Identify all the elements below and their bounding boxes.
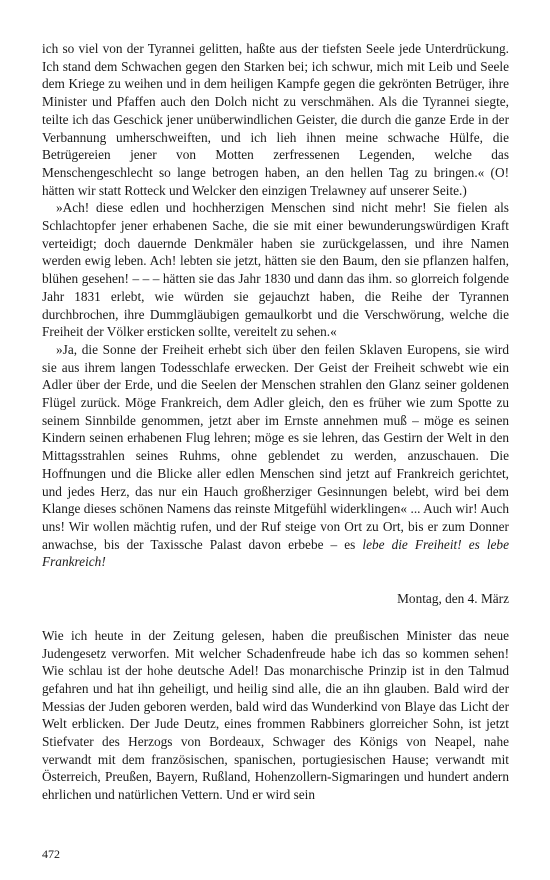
paragraph-3 (42, 341, 509, 571)
paragraph-3-italic: lebe die Freiheit! es lebe Frankreich! (42, 536, 509, 570)
dateline: Montag, den 4. März (397, 591, 509, 607)
paragraph-4: Wie ich heute in der Zeitung gelesen, haben die preußischen Minister das neue Judengesetz verworfen. Mit welcher Schadenfreude habe ich das so kommen sehen! Wie schlau ist der hohe deutsche Adel! Das monarchische Prinzip ist in den Talmud gefahren und hat ihn geheiligt, und heilig sind alle, die an ihn glauben. Bald wird der Messias der Juden geboren werden, bald wird das Wunderkind von Blaye das Licht der Welt erblicken. Der Jude Deutz, eines frommen Rabbiners glorreicher Sohn, ist jetzt Stiefvater des Herzogs von Bordeaux, Schwager des Königs von Neapel, nahe verwandt mit dem französischen, spanischen, portugiesischen Hause; verwandt mit Österreich, Preußen, Bayern, Rußland, Hohenzollern-Sigmaringen und hundert andern ehrlichen und natürlichen Vettern. Und er wird sein (42, 627, 509, 803)
paragraph-1: ich so viel von der Tyrannei gelitten, haßte aus der tiefsten Seele jede Unterdrückung. Ich stand dem Schwachen gegen den Starken bei; ich schwur, mich mit Leib und Seele dem Kriege zu weihen und in dem heiligen Kampfe gegen die gekrönten Betrüger, ihre Minister und Pfaffen auch den Dolch nicht zu verschmähen. Als die Tyrannei siegte, teilte ich das Geschick jener unüberwindlichen Geister, die durch die ganze Erde in der Verbannung umherschweiften, und ich lieh ihnen meine schwache Hülfe, die Betrügereien jener von Motten zerfressenen Legenden, welche das Menschengeschlecht so lange betrogen haben, an den hellen Tag zu bringen.« (O! hätten wir statt Rotteck und Welcker den einzigen Trelawney auf unserer Seite.) (42, 41, 509, 198)
text-block-after (42, 627, 509, 804)
paragraph-2: »Ach! diese edlen und hochherzigen Menschen sind nicht mehr! Sie fielen als Schlachtopfer jener erhabenen Sache, die sie mit einer bewunderungswürdigen Kraft verteidigt; doch dauernde Denkmäler haben sie zurückgelassen, und ihre Namen werden ewig leben. Ach! lebten sie jetzt, hätten sie den Baum, den sie pflanzen halfen, blühen gesehen! – – – hätten sie das Jahr 1830 und dann das ihm. so glorreich folgende Jahr 1831 erlebt, wie würden sie gejauchzt haben, die Reihe der Tyrannen durchbrochen, ihre Dummgläubigen gemaulkorbt und die Verschwörung, welche die Freiheit der Völker ersticken sollte, vereitelt zu sehen.« (42, 200, 509, 340)
paragraph-3-text: »Ja, die Sonne der Freiheit erhebt sich über den feilen Sklaven Europens, sie wird sie aus ihrem langen Todesschlafe erwecken. Der Geist der Freiheit schwebt wie ein Adler über der Erde, und die Seelen der Menschen strahlen den Glanz seiner goldenen Flügel zurück. Möge Frankreich, dem Adler gleich, den es früher wie zum Spotte zu seinem Sinnbilde genommen, jetzt aber im Ernste annehmen muß – möge es seinen Kindern seinen erhabenen Flug lehren; möge es sie lehren, das Gestirn der Welt in den Mittagsstrahlen seines Ruhms, ohne geblendet zu werden, anzuschauen. Die Hoffnungen und die Blicke aller edlen Menschen sind jetzt auf Frankreich gerichtet, und jedes Herz, das nur ein Hauch großherziger Gesinnungen belebt, wird bei dem Klange dieses schönen Namens das reinste Mitgefühl widerklingen« ... Auch wir! Auch uns! Wir wollen mächtig rufen, und der Ruf steige von Ort zu Ort, bis er zum Donner anwachse, bis der Taxissche Palast davon erbebe – es (42, 341, 509, 552)
book-page (42, 40, 509, 804)
page-number: 472 (42, 847, 60, 861)
text-block (42, 40, 509, 571)
